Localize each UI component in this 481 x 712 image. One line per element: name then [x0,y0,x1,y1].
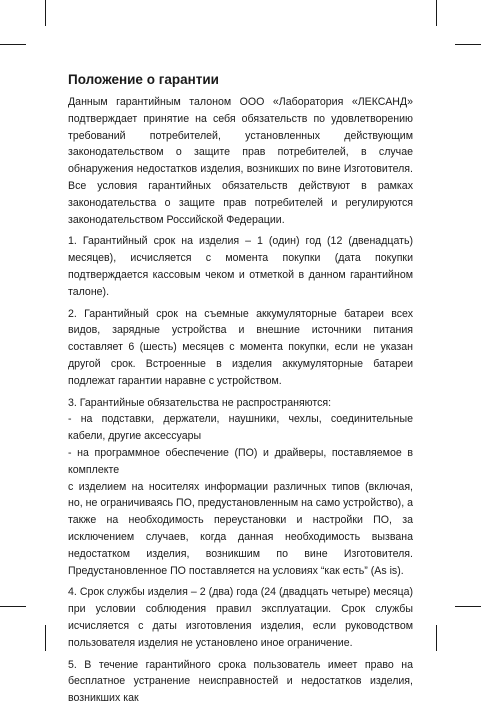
crop-mark-right-bottom [455,606,481,607]
crop-mark-right-top [455,44,481,45]
crop-mark-top-left [45,0,46,26]
intro-paragraph: Данным гарантийным талоном ООО «Лаборатория «ЛЕКСАНД» подтверждает принятие на себя обязательств по удовлетворению требований потребителей, установленных действующим законодательством о защите прав потребителей, в случае обнаружения недостатков изделия, возникших по вине Изготовителя. Все условия гарантийных обязательств действуют в рамках законодательства о защите прав потребителей и регулируются законодательством Российской Федерации. [68,96,413,226]
clause-3 [68,395,413,580]
clause-5: 5. В течение гарантийного срока пользователь имеет право на бесплатное устранение неисправностей и недостатков изделия, возникших как [68,658,413,705]
page-title: Положение о гарантии [68,72,219,87]
clause-3-heading: 3. Гарантийные обязательства не распространяются: [68,396,332,409]
clause-3-item-accessories: - на подставки, держатели, наушники, чехлы, соединительные кабели, другие аксессуары [68,413,413,443]
warranty-page [68,71,413,712]
crop-mark-top-right [436,0,437,26]
crop-mark-left-top [0,44,26,45]
crop-mark-bottom-left [45,625,46,651]
clause-1: 1. Гарантийный срок на изделия – 1 (один) год (12 (двенадцать) месяцев), исчисляется с момента покупки (дата покупки подтверждается кассовым чеком и отметкой в данном гарантийном талоне). [68,235,413,298]
clause-4: 4. Срок службы изделия – 2 (два) года (24 (двадцать четыре) месяца) при условии соблюдения правил эксплуатации. Срок службы исчисляется с даты изготовления изделия, если руководством пользователя изделия не установлено иное ограничение. [68,586,413,649]
clause-3-item-software-continued: с изделием на носителях информации различных типов (включая, но, не ограничиваясь ПО, предустановленным на само устройство), а также на необходимость переустановки и настройки ПО, за исключением случаев, когда данная необходимость вызвана недостатком изделия, возникшим по вине Изготовителя. Предустановленное ПО поставляется на условиях “как есть” (As is). [68,480,413,577]
crop-mark-bottom-right [436,625,437,651]
clause-2: 2. Гарантийный срок на съемные аккумуляторные батареи всех видов, зарядные устройства и внешние источники питания составляет 6 (шесть) месяцев с момента покупки, если не указан другой срок. Встроенные в изделия аккумуляторные батареи подлежат гарантии наравне с устройством. [68,307,413,387]
clause-3-item-software: - на программное обеспечение (ПО) и драйверы, поставляемое в комплекте [68,446,413,476]
crop-mark-left-bottom [0,606,26,607]
